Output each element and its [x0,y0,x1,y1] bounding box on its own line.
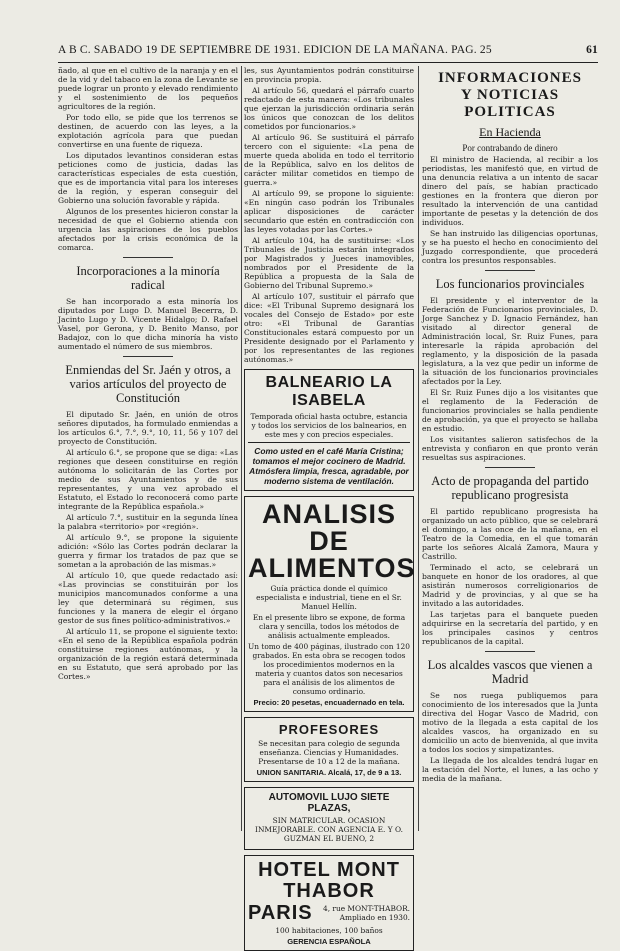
paragraph: Por todo ello, se pide que los terrenos se destinen, de acuerdo con las leyes, a la explotación agrícola para que puedan convertirse en una fuente de riqueza. [58,113,238,149]
headline-enmiendas: Enmiendas del Sr. Jaén y otros, a varios artículos del proyecto de Constitución [65,363,231,405]
section-title: Y NOTICIAS POLITICAS [460,87,560,120]
ad-text: Se necesitan para colegio de segunda enseñanza. Ciencias y Humanidades. Presentarse de 10 a 12 de la mañana. [258,739,400,766]
ad-title-line1: ANALISIS DE [261,499,396,556]
paragraph: El diputado Sr. Jaén, en unión de otros señores diputados, ha formulado enmiendas a los artículos 6.°, 7.°, 9.°, 10, 11, 56 y 107 del proyecto de Constitución. [58,410,238,446]
ad-profesores [244,717,414,782]
ad-title-line2: ALIMENTOS [248,553,416,583]
ad-hotel [244,855,414,951]
ad-text: Guía práctica donde el químico especialista e industrial, tiene en el Sr. Manuel Hellín. [256,584,402,611]
paragraph: Se nos ruega publiquemos para conocimiento de los interesados que la Junta directiva del Hogar Vasco de Madrid, con motivo de la llegada a esta capital de los alcaldes vascos, ha organizado en su domicilio un acto de bienvenida, al que invita a todos los socios y simpatizantes. [422,691,598,754]
paragraph: El partido republicano progresista ha organizado un acto público, que se celebrará el domingo, a las once de la mañana, en el Teatro de la Comedia, en el que tomarán parte los señores Alcalá Zamora, Maura y Castrillo. [422,507,598,561]
ad-agency: GERENCIA ESPAÑOLA [287,937,371,946]
separator [123,356,173,357]
paragraph: Al artículo 6.°, se propone que se diga: «Las regiones que deseen constituirse en región autónoma lo solicitarán de las Cortes por medio de sus Ayuntamientos y de sus representantes, y una vez aprobado el Estatuto, el Estado lo reconocerá como parte integrante de la República española.» [58,448,238,511]
column-middle [244,66,416,946]
separator [485,651,535,652]
ad-address: 4, rue MONT-THABOR. Ampliado en 1930. [323,904,410,922]
ad-divider [248,442,410,443]
subheading: Por contrabando de dinero [462,143,558,153]
paragraph: El ministro de Hacienda, al recibir a los periodistas, les manifestó que, en virtud de una denuncia relativa a un intento de sacar dinero del país, se habían practicado gestiones en la frontera que dieron por resultado la intervención de una cantidad importante de pesetas y la detención de dos individuos. [422,155,598,227]
separator [485,270,535,271]
page-number: 61 [586,44,598,56]
ad-text: En el presente libro se expone, de forma clara y sencilla, todos los métodos de análisis actualmente empleados. [252,613,406,640]
column-divider [241,66,242,831]
paragraph: Al artículo 99, se propone lo siguiente: «En ningún caso podrán los Tribunales aplicar disposiciones de carácter secundario que estén en contradicción con las leyes votadas por las Cortes.» [244,189,414,234]
separator [123,257,173,258]
ad-title: AUTOMOVIL LUJO SIETE PLAZAS, [268,792,390,814]
ad-title: BALNEARIO LA ISABELA [265,374,393,409]
section-title: INFORMACIONES [438,70,582,86]
paragraph: Al artículo 104, ha de sustituirse: «Los Tribunales de Justicia estarán integrados por Magistrados y Jueces inamovibles, nombrados por el Presidente de la República a propuesta de la Sala de Gobierno del Tribunal Supremo.» [244,236,414,290]
ad-text: Un tomo de 400 páginas, ilustrado con 120 grabados. En esta obra se recogen todos los procedimientos modernos en la materia y cuantos datos son necesarios para el análisis de los alimentos de consumo ordinario. [248,642,410,696]
paragraph: Algunos de los presentes hicieron constar la necesidad de que el Gobierno atienda con urgencia las aspiraciones de los pueblos afectados por la crisis económica de la comarca. [58,207,238,252]
paragraph: Los diputados levantinos consideran estas peticiones como de justicia, dadas las características especiales de esta cuestión, que es de importancia vital para los intereses de la región, y esperan conseguir del Gobierno una solución favorable y rápida. [58,151,238,205]
page-header [58,40,598,63]
paragraph: Las tarjetas para el banquete pueden adquirirse en la secretaría del partido, y en los principales casinos y centros republicanos de la capital. [422,610,598,646]
ad-balneario [244,369,414,491]
ad-analisis [244,496,414,712]
ad-text: SIN MATRICULAR. OCASION INMEJORABLE. CON AGENCIA E. Y O. GUZMAN EL BUENO, 2 [255,816,403,843]
headline-incorporaciones: Incorporaciones a la minoría radical [76,264,220,292]
paragraph: Al artículo 96. Se sustituirá el párrafo tercero con el siguiente: «La pena de muerte queda abolida en todo el territorio de la República, salvo en los delitos de carácter militar cometidos en tiempo de guerra.» [244,133,414,187]
headline-funcionarios: Los funcionarios provinciales [435,277,585,291]
ad-title: PROFESORES [278,722,380,737]
column-divider [418,66,419,831]
paragraph: Al artículo 9.°, se propone la siguiente adición: «Sólo las Cortes podrán declarar la guerra y firmar los tratados de paz que se sometan a la aprobación de las mismas.» [58,533,238,569]
ad-text: 100 habitaciones, 100 baños [275,926,383,935]
paragraph: El presidente y el interventor de la Federación de Funcionarios provinciales, D. Jorge Sanchez y D. Ignacio Fernández, han visitado al director general de Administración local, Sr. Ruiz Funes, para interesarle la rápida aprobación del reglamento, y la disposición de la pasada legislatura, a la vez que pedir un informe de la situación de los funcionarios provinciales afectados por la Ley. [422,296,598,386]
ad-text: Temporada oficial hasta octubre, estancia y todos los servicios de los balnearios, en este mes y con precios especiales. [250,412,408,439]
paragraph: Se han instruido las diligencias oportunas, y se ha puesto el hecho en conocimiento del Juzgado correspondiente, que procederá contra los presuntos responsables. [422,229,598,265]
headline-alcaldes: Los alcaldes vascos que vienen a Madrid [427,658,593,686]
column-left [58,66,238,831]
paragraph: La llegada de los alcaldes tendrá lugar en la estación del Norte, el lunes, a las ocho y media de la mañana. [422,756,598,783]
paragraph: Al artículo 107, sustituir el párrafo que dice: «El Tribunal Supremo designará los vocales del Consejo de Estado» por este otro: «El Tribunal de Garantías Constitucionales estará compuesto por un Presidente designado por el Parlamento y por los representantes de las regiones autónomas.» [244,292,414,364]
paragraph: Los visitantes salieron satisfechos de la entrevista y confiaron en que pronto verán resueltas sus aspiraciones. [422,435,598,462]
ad-contact: UNION SANITARIA. Alcalá, 17, de 9 a 13. [256,768,402,777]
paragraph: Al artículo 7.°, sustituir en la segunda línea la palabra «territorio» por «región». [58,513,238,531]
subheading-hacienda: En Hacienda [479,125,541,139]
headline-propaganda: Acto de propaganda del partido republicano progresista [431,474,589,502]
separator [485,467,535,468]
paragraph: El Sr. Ruiz Funes dijo a los visitantes que el reglamento de la Federación de funcionarios provinciales se halla pendiente de aprobación, ya que el proyecto se hallaba en estudio. [422,388,598,433]
paragraph: Al artículo 56, quedará el párrafo cuarto redactado de esta manera: «Los tribunales que ejerzan la jurisdicción ordinaria serán los únicos que conozcan de los delitos cometidos por funcionarios.» [244,86,414,131]
ad-row [248,902,410,924]
header-dateline: A B C. SABADO 19 DE SEPTIEMBRE DE 1931. EDICION DE LA MAÑANA. PAG. 25 [58,44,492,56]
paragraph: les, sus Ayuntamientos podrán constituirse en provincia propia. [244,66,414,84]
column-right [422,66,598,831]
paragraph: ñado, al que en el cultivo de la naranja y en el de la vid y del tabaco en la zona de Levante se puede lograr un pronto y elevado rendimiento y el sostenimiento de los pequeños agricultores de la región. [58,66,238,111]
paragraph: Al artículo 11, se propone el siguiente texto: «En el seno de la República española podrán constituirse regiones autónomas, y la organización de la región estará determinada en su Estatuto, que será aprobado por las Cortes.» [58,627,238,681]
ad-title: HOTEL MONT THABOR [258,859,400,902]
ad-slogan: Como usted en el café María Cristina; tomamos el mejor cocinero de Madrid. Atmósfera limpia, fresca, agradable, por moderno sistema de ventilación. [249,446,409,486]
paragraph: Terminado el acto, se celebrará un banquete en honor de los oradores, al que asistirán numerosos correligionarios de Madrid y de provincias, y al que se ha invitado a las autoridades. [422,563,598,608]
ad-price: Precio: 20 pesetas, encuadernado en tela. [253,698,405,707]
ad-automovil [244,787,414,850]
paragraph: Se han incorporado a esta minoría los diputados por Lugo D. Manuel Becerra, D. Jacinto Lugo y D. Vicente Hidalgo; D. Rafael Vasel, por Gerona, y D. Benito Manso, por Badajoz, con lo que dicha minoría ha visto aumentado el número de sus miembros. [58,297,238,351]
paragraph: Al artículo 10, que quede redactado así: «Las provincias se constituirán por los municipios mancomunados conforme a una ley que determinará su régimen, sus funciones y la manera de elegir el órgano gestor de sus fines político-administrativos.» [58,571,238,625]
ad-city: PARIS [248,901,313,924]
